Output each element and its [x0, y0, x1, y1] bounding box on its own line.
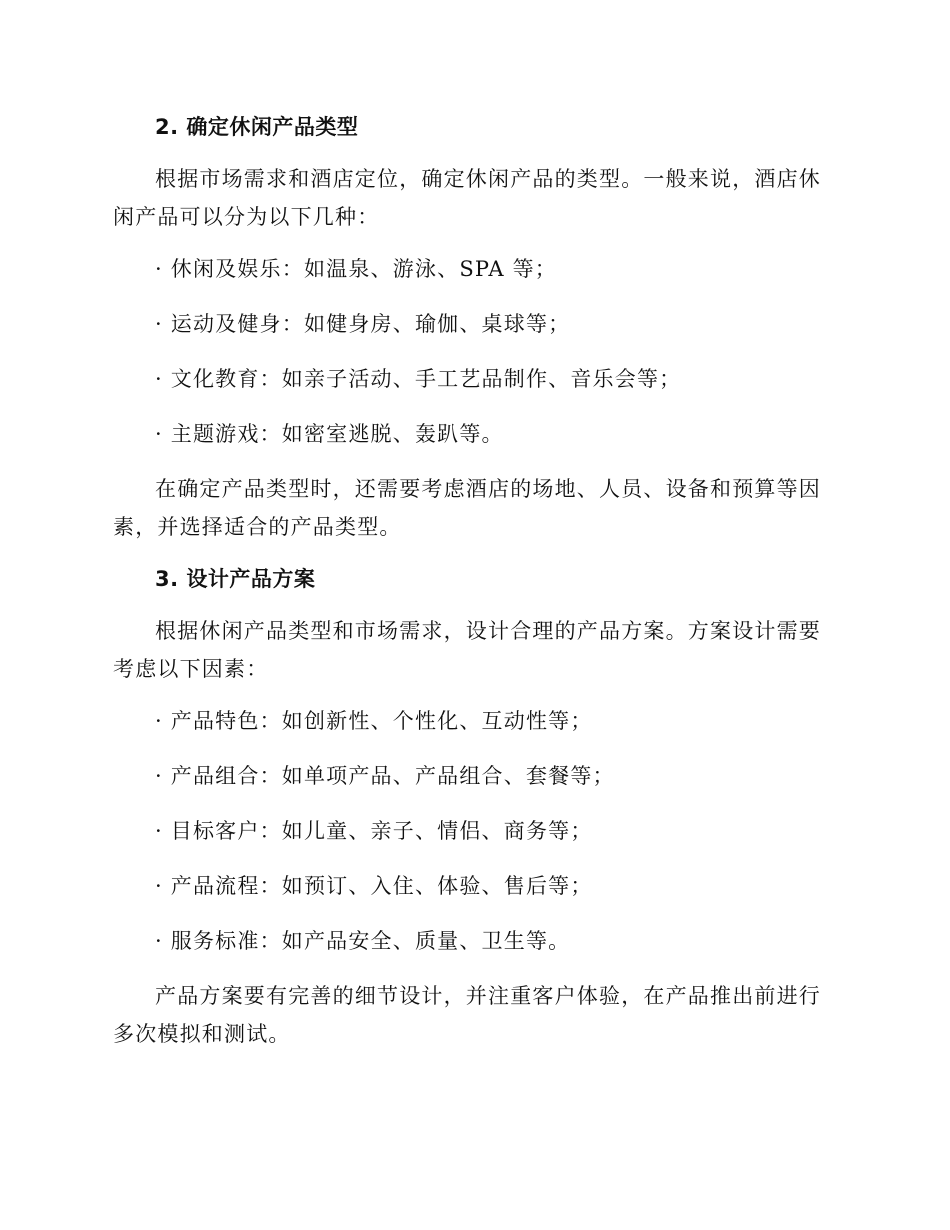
section-2-closing: 在确定产品类型时，还需要考虑酒店的场地、人员、设备和预算等因素，并选择适合的产品类型。 [113, 477, 821, 539]
section-3-bullet-2: · 产品组合：如单项产品、产品组合、套餐等； [155, 764, 615, 788]
section-2-bullet-1: · 休闲及娱乐：如温泉、游泳、SPA 等； [155, 257, 557, 281]
section-2-heading: 2. 确定休闲产品类型 [155, 115, 359, 139]
section-3-bullet-3: · 目标客户：如儿童、亲子、情侣、商务等； [155, 819, 593, 843]
section-3-closing: 产品方案要有完善的细节设计，并注重客户体验，在产品推出前进行多次模拟和测试。 [113, 984, 821, 1046]
document-body [113, 108, 838, 1067]
section-2-bullet-3: · 文化教育：如亲子活动、手工艺品制作、音乐会等； [155, 367, 682, 391]
section-3-heading: 3. 设计产品方案 [155, 567, 316, 591]
section-2-intro: 根据市场需求和酒店定位，确定休闲产品的类型。一般来说，酒店休闲产品可以分为以下几种： [113, 167, 821, 229]
section-3-bullet-5: · 服务标准：如产品安全、质量、卫生等。 [155, 929, 571, 953]
section-2-bullet-4: · 主题游戏：如密室逃脱、轰趴等。 [155, 422, 504, 446]
section-3-intro: 根据休闲产品类型和市场需求，设计合理的产品方案。方案设计需要考虑以下因素： [113, 619, 821, 681]
section-3-bullet-1: · 产品特色：如创新性、个性化、互动性等； [155, 709, 593, 733]
section-2-bullet-2: · 运动及健身：如健身房、瑜伽、桌球等； [155, 312, 571, 336]
section-3-bullet-4: · 产品流程：如预订、入住、体验、售后等； [155, 874, 593, 898]
